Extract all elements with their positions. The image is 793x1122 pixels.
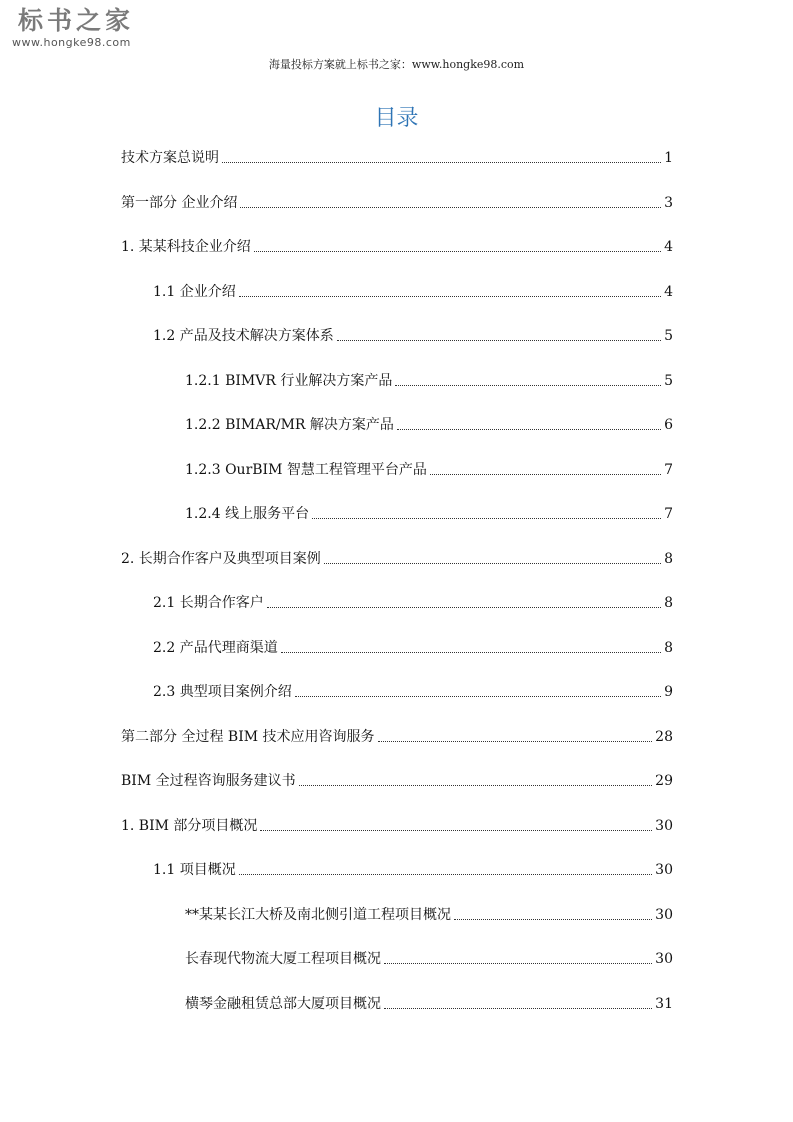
toc-page-number: 5: [664, 372, 673, 389]
toc-entry[interactable]: [121, 146, 673, 168]
toc-entry[interactable]: [185, 502, 673, 524]
toc-entry-text: 2. 长期合作客户及典型项目案例: [121, 550, 321, 567]
toc-entry[interactable]: [185, 413, 673, 435]
toc-page-number: 7: [664, 461, 673, 478]
toc-entry[interactable]: [185, 947, 673, 969]
toc-leader-dots: [281, 648, 661, 653]
toc-leader-dots: [239, 870, 652, 875]
toc-leader-dots: [299, 781, 653, 786]
toc-entry[interactable]: [185, 992, 673, 1014]
toc-entry-text: 第一部分 企业介绍: [121, 194, 238, 211]
toc-entry[interactable]: [185, 458, 673, 480]
toc-entry[interactable]: [121, 814, 673, 836]
toc-leader-dots: [295, 692, 661, 697]
toc-leader-dots: [384, 959, 652, 964]
header-note: 海量投标方案就上标书之家：www.hongke98.com: [268, 58, 525, 71]
toc-leader-dots: [240, 203, 661, 208]
toc-entry-text: 1.1 企业介绍: [153, 283, 236, 300]
toc-leader-dots: [397, 425, 661, 430]
toc-entry-text: **某某长江大桥及南北侧引道工程项目概况: [185, 906, 451, 923]
toc-entry[interactable]: [153, 324, 673, 346]
toc-leader-dots: [384, 1004, 652, 1009]
toc-leader-dots: [324, 559, 661, 564]
toc-entry-text: 1. 某某科技企业介绍: [121, 239, 251, 255]
toc-entry-text: 长春现代物流大厦工程项目概况: [185, 951, 381, 967]
toc-page-number: 30: [655, 817, 673, 834]
toc-page-number: 30: [655, 906, 673, 923]
toc-page-number: 4: [664, 239, 673, 255]
toc-page-number: 29: [655, 773, 673, 789]
toc-entry-text: 1.2.2 BIMAR/MR 解决方案产品: [185, 417, 394, 433]
toc-page-number: 5: [664, 328, 673, 344]
logo-text: 标书之家: [18, 6, 135, 35]
toc-entry-text: 1.2.1 BIMVR 行业解决方案产品: [185, 372, 393, 389]
toc-leader-dots: [239, 292, 661, 297]
toc-entry[interactable]: [153, 280, 673, 302]
toc-page-number: 8: [664, 639, 673, 656]
toc-entry[interactable]: [121, 725, 673, 747]
toc-entry[interactable]: [153, 591, 673, 613]
toc-entry[interactable]: [121, 547, 673, 569]
toc-entry-text: 1. BIM 部分项目概况: [121, 817, 258, 834]
toc-leader-dots: [454, 915, 652, 920]
toc-page-number: 30: [655, 951, 673, 967]
toc-title: 目录: [374, 106, 419, 131]
toc-leader-dots: [260, 826, 652, 831]
toc-entry-text: 1.2.4 线上服务平台: [185, 506, 310, 522]
toc-entry-text: 1.1 项目概况: [153, 862, 236, 878]
toc-page-number: 28: [655, 728, 673, 745]
toc-entry-text: BIM 全过程咨询服务建议书: [121, 773, 296, 789]
toc-leader-dots: [254, 247, 661, 252]
toc-entry-text: 2.3 典型项目案例介绍: [153, 684, 292, 700]
toc-entry-text: 1.2.3 OurBIM 智慧工程管理平台产品: [185, 461, 427, 478]
toc-page-number: 8: [664, 595, 673, 611]
toc-entry[interactable]: [185, 903, 673, 925]
logo-url: www.hongke98.com: [12, 36, 131, 49]
toc-leader-dots: [395, 381, 661, 386]
toc-entry[interactable]: [185, 369, 673, 391]
toc-entry-text: 1.2 产品及技术解决方案体系: [153, 328, 334, 344]
toc-entry[interactable]: [153, 680, 673, 702]
toc-leader-dots: [337, 336, 661, 341]
toc-page-number: 6: [664, 417, 673, 433]
toc-entry[interactable]: [121, 191, 673, 213]
toc-leader-dots: [222, 158, 661, 163]
toc-entry[interactable]: [153, 858, 673, 880]
toc-leader-dots: [312, 514, 661, 519]
toc-entry-text: 第二部分 全过程 BIM 技术应用咨询服务: [121, 728, 375, 745]
toc-entry-text: 2.2 产品代理商渠道: [153, 639, 278, 656]
toc-page-number: 7: [664, 506, 673, 522]
toc-page-number: 9: [664, 684, 673, 700]
toc-page-number: 3: [664, 194, 673, 211]
toc-entry[interactable]: [121, 769, 673, 791]
toc-page-number: 31: [655, 995, 673, 1012]
toc-page-number: 8: [664, 550, 673, 567]
site-logo: [12, 6, 162, 52]
toc-entry-text: 2.1 长期合作客户: [153, 595, 264, 611]
toc-page-number: 1: [664, 150, 673, 166]
toc-entry[interactable]: [153, 636, 673, 658]
toc-leader-dots: [378, 737, 653, 742]
toc-page-number: 4: [664, 283, 673, 300]
toc-entry-text: 技术方案总说明: [121, 150, 219, 166]
toc-leader-dots: [267, 603, 661, 608]
toc-entry[interactable]: [121, 235, 673, 257]
toc-entry-text: 横琴金融租赁总部大厦项目概况: [185, 995, 381, 1012]
toc-page-number: 30: [655, 862, 673, 878]
toc-leader-dots: [430, 470, 661, 475]
